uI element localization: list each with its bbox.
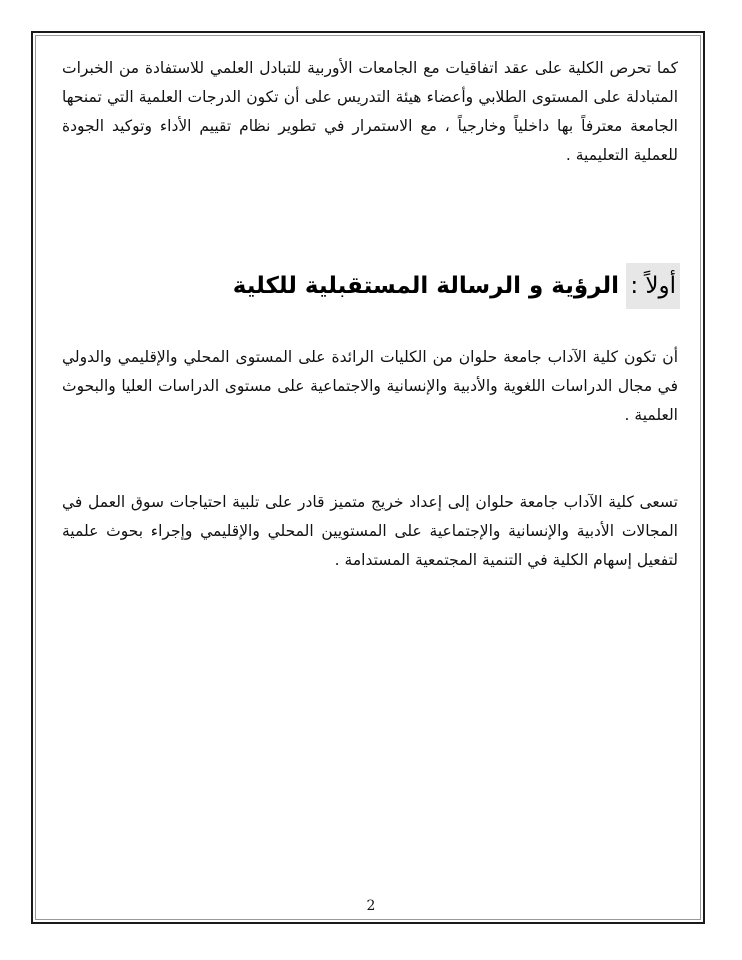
- intro-paragraph: كما تحرص الكلية على عقد اتفاقيات مع الجامعات الأوربية للتبادل العلمي للاستفادة من الخبرات المتبادلة على المستوى الطلابي وأعضاء هيئة التدريس على أن تكون الدرجات العلمية التي تمنحها الجامعة معترفاً بها داخلياً وخارجياً ، مع الاستمرار في تطوير نظام تقييم الأداء وتوكيد الجودة للعملية التعليمية .: [62, 59, 678, 164]
- heading-title: الرؤية و الرسالة المستقبلية للكلية: [232, 273, 619, 299]
- vision-paragraph: أن تكون كلية الآداب جامعة حلوان من الكليات الرائدة على المستوى المحلي والإقليمي والدولي في مجال الدراسات اللغوية والأدبية والإنسانية والاجتماعية على مستوى الدراسات العليا والبحوث العلمية .: [62, 348, 678, 424]
- mission-paragraph: تسعى كلية الآداب جامعة حلوان إلى إعداد خريج متميز قادر على تلبية احتياجات سوق العمل في المجالات الأدبية والإنسانية والإجتماعية على المستويين المحلي والإقليمي وإجراء بحوث علمية لتفعيل إسهام الكلية في التنمية المجتمعية المستدامة .: [62, 493, 678, 569]
- heading-prefix: أولاً :: [626, 263, 680, 309]
- page-number: 2: [366, 898, 376, 914]
- section-heading: [233, 263, 680, 309]
